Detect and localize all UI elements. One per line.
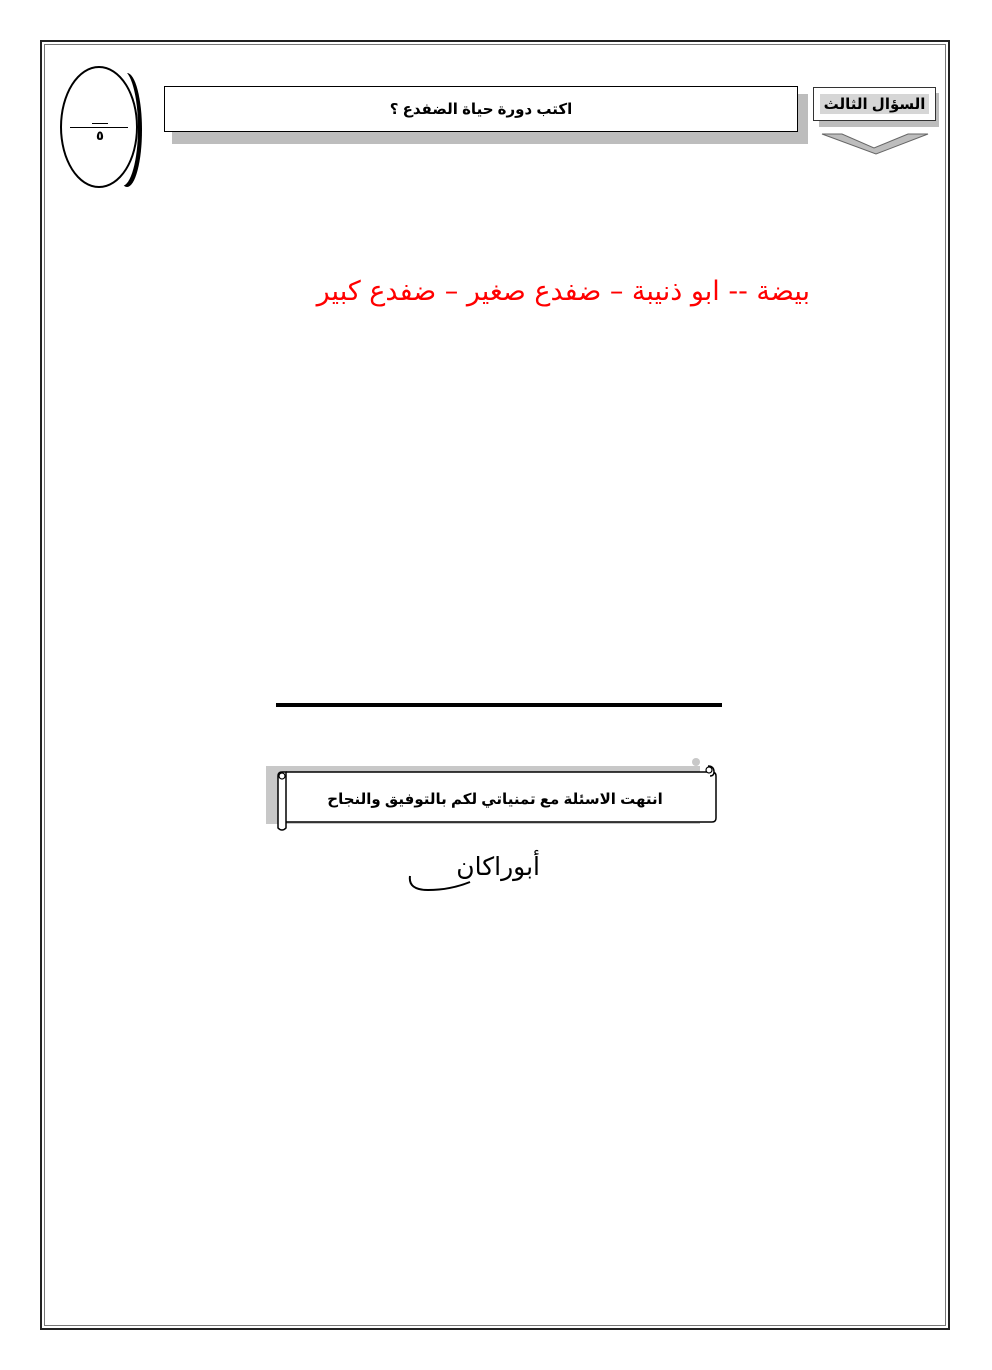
score-oval: [60, 66, 138, 188]
answer-text: بيضة -- ابو ذنيبة – ضفدع صغير – ضفدع كبير: [316, 276, 810, 307]
question-title: اكتب دورة حياة الضفدع ؟: [164, 86, 798, 132]
separator-line: [276, 703, 722, 707]
question-label-box: [813, 87, 936, 121]
page-border: [40, 40, 950, 1330]
score-value: ٥: [96, 128, 104, 143]
question-label: السؤال الثالث: [820, 94, 930, 114]
closing-message: انتهت الاسئلة مع تمنياتي لكم بالتوفيق والنجاح: [327, 791, 663, 808]
signature-swash: [404, 868, 474, 896]
score-tick: [92, 123, 108, 124]
down-arrow-icon: [812, 120, 942, 160]
signature: أبوراكان: [456, 852, 540, 881]
